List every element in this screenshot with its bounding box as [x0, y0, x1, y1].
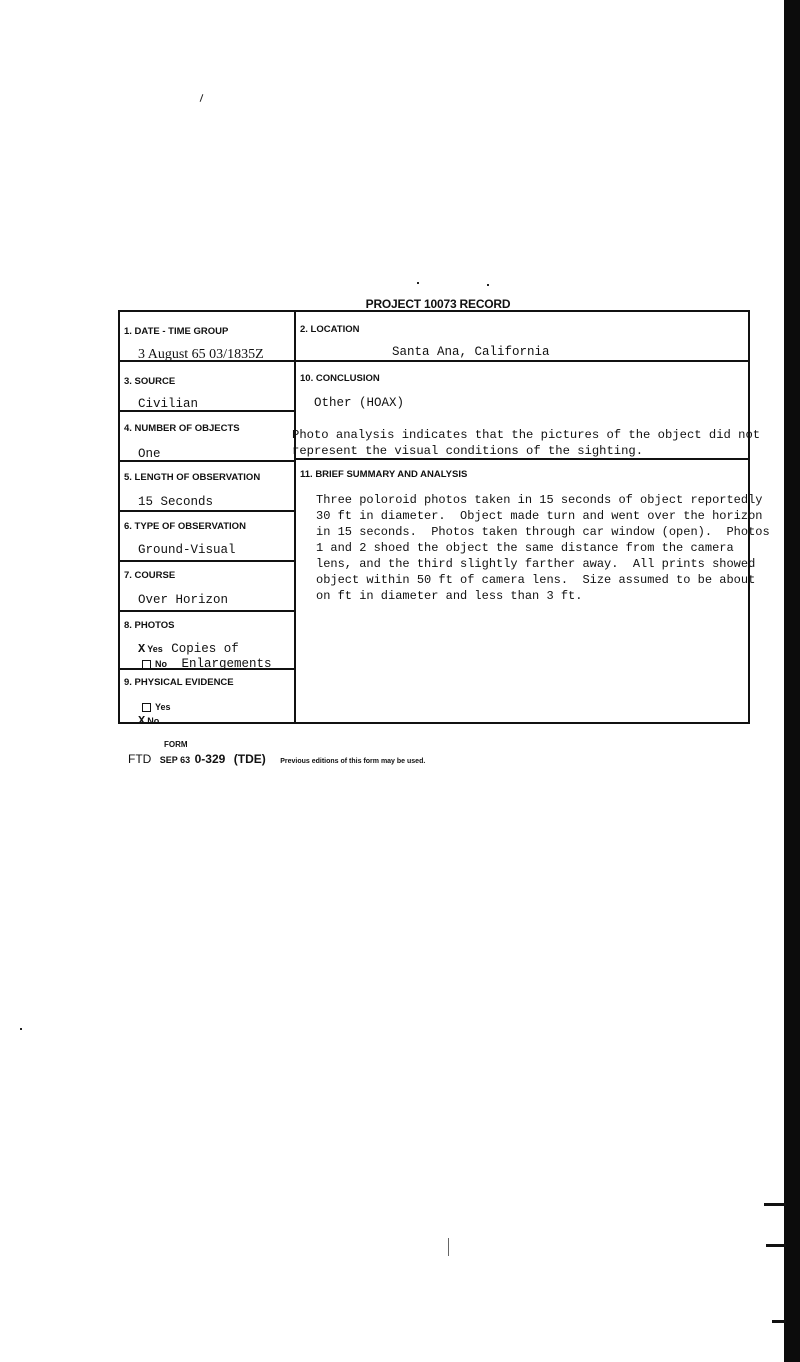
empty-box-icon — [142, 660, 151, 669]
form-word: FORM — [164, 740, 188, 749]
summary-line: Three poloroid photos taken in 15 seconds of object reportedly — [316, 493, 763, 507]
type-cell — [120, 512, 294, 562]
photos-note-enlargements: Enlargements — [181, 657, 272, 671]
form-number: 0-329 — [194, 752, 226, 766]
checked-box-icon: X — [138, 714, 146, 728]
left-column — [120, 312, 296, 728]
summary-line: object within 50 ft of camera lens. Size assumed to be about — [316, 573, 756, 587]
photos-no-label: No — [155, 659, 167, 669]
scan-speck — [200, 94, 204, 102]
num-objects-value: One — [138, 447, 161, 461]
source-label: 3. SOURCE — [124, 376, 176, 387]
summary-cell — [296, 460, 770, 722]
record-form — [118, 310, 770, 728]
scan-edge-mark — [772, 1320, 786, 1323]
date-time-cell — [120, 312, 294, 362]
empty-box-icon — [142, 703, 151, 712]
summary-label: 11. BRIEF SUMMARY AND ANALYSIS — [300, 469, 468, 480]
num-objects-label: 4. NUMBER OF OBJECTS — [124, 423, 240, 434]
source-value: Civilian — [138, 397, 199, 411]
scan-speck — [448, 1238, 449, 1256]
conclusion-label: 10. CONCLUSION — [300, 373, 380, 384]
checked-box-icon: X — [138, 642, 146, 656]
course-cell — [120, 562, 294, 612]
form-date: SEP 63 — [159, 755, 191, 765]
photos-yes-option — [138, 642, 239, 656]
form-id: FTD — [128, 752, 152, 766]
photos-label: 8. PHOTOS — [124, 620, 175, 631]
conclusion-note-line2: represent the visual conditions of the sighting. — [292, 444, 644, 458]
date-time-label: 1. DATE - TIME GROUP — [124, 326, 229, 337]
location-label: 2. LOCATION — [300, 324, 360, 335]
physical-evidence-label: 9. PHYSICAL EVIDENCE — [124, 677, 234, 688]
conclusion-value: Other (HOAX) — [314, 396, 405, 410]
length-label: 5. LENGTH OF OBSERVATION — [124, 472, 261, 483]
location-cell — [296, 312, 748, 362]
conclusion-note-line1: Photo analysis indicates that the pictures of the object did not — [292, 428, 761, 442]
form-code: (TDE) — [233, 752, 266, 766]
form-line — [128, 750, 425, 768]
physical-yes-option — [142, 702, 171, 712]
summary-line: in 15 seconds. Photos taken through car window (open). Photos — [316, 525, 770, 539]
length-cell — [120, 462, 294, 512]
scan-speck — [20, 1028, 22, 1030]
num-objects-cell — [120, 412, 294, 462]
scan-speck — [487, 284, 489, 286]
summary-line: 30 ft in diameter. Object made turn and went over the horizon — [316, 509, 763, 523]
physical-yes-label: Yes — [155, 702, 171, 712]
location-value: Santa Ana, California — [392, 345, 550, 359]
photos-cell — [120, 612, 294, 670]
summary-line: lens, and the third slightly farther away. All prints showed — [316, 557, 756, 571]
length-value: 15 Seconds — [138, 495, 214, 509]
date-time-value: 3 August 65 03/1835Z — [138, 347, 264, 362]
scan-edge-mark — [764, 1203, 786, 1206]
type-value: Ground-Visual — [138, 543, 236, 557]
photos-note-copies: Copies of — [171, 642, 239, 656]
record-title: PROJECT 10073 RECORD — [365, 297, 511, 311]
physical-no-option — [138, 714, 159, 728]
summary-line: on ft in diameter and less than 3 ft. — [316, 589, 583, 603]
photos-yes-label: Yes — [147, 644, 163, 654]
type-label: 6. TYPE OF OBSERVATION — [124, 521, 246, 532]
photos-no-option — [142, 657, 272, 671]
physical-evidence-cell — [120, 670, 294, 728]
scan-edge-mark — [766, 1244, 786, 1247]
course-label: 7. COURSE — [124, 570, 176, 581]
conclusion-cell — [292, 362, 761, 460]
form-note: Previous editions of this form may be used. — [280, 758, 426, 765]
course-value: Over Horizon — [138, 593, 229, 607]
summary-line: 1 and 2 shoed the object the same distance from the camera — [316, 541, 734, 555]
scan-speck — [417, 282, 419, 284]
physical-no-label: No — [147, 716, 160, 726]
scan-edge-bar — [784, 0, 800, 1362]
source-cell — [120, 362, 294, 412]
